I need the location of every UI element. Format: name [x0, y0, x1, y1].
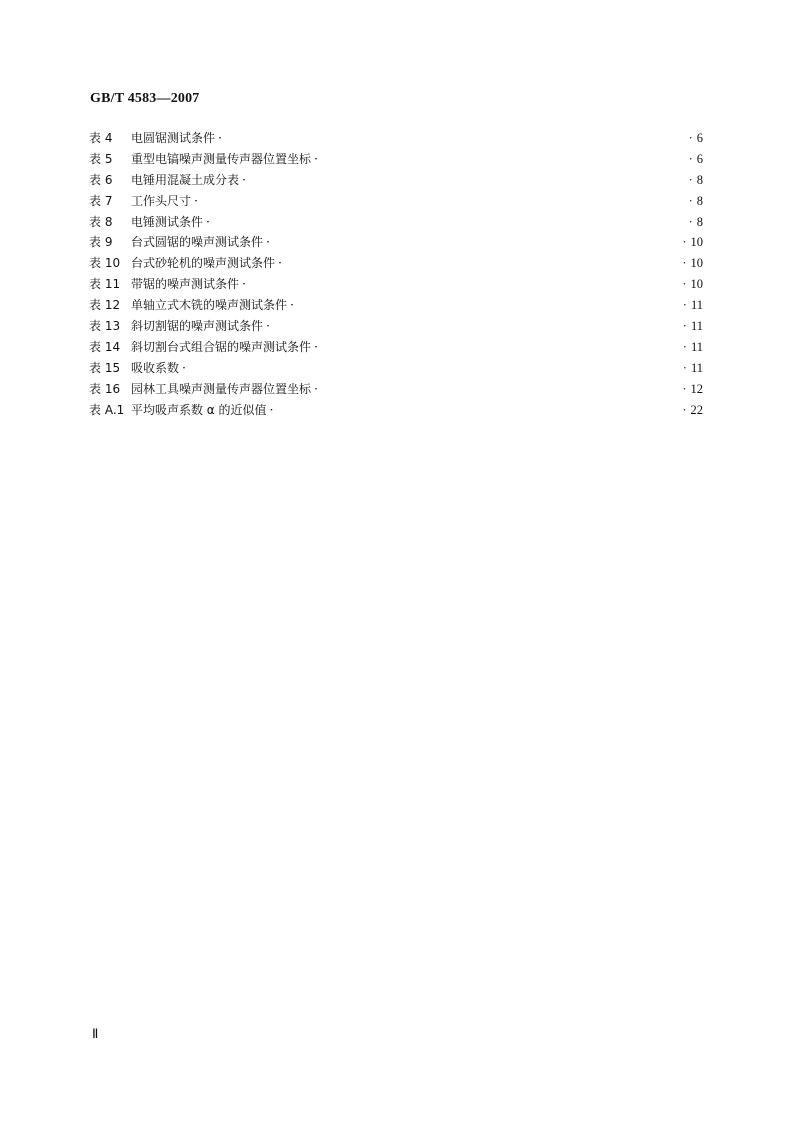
toc-entry[interactable]	[89, 274, 703, 295]
toc-entry-page-wrap	[682, 274, 703, 295]
toc-entry-dot: ·	[314, 380, 318, 396]
toc-entry-label: 表 9	[89, 235, 113, 250]
toc-entry-label: 表 13	[89, 319, 121, 334]
document-code: GB/T 4583—2007	[90, 91, 200, 106]
toc-entry-title: 电锤测试条件	[130, 214, 203, 229]
toc-entry-page: 8	[696, 214, 703, 229]
toc-entry[interactable]	[89, 191, 703, 212]
toc-entry-page-wrap	[683, 337, 703, 358]
toc-entry-dot: ·	[266, 318, 270, 334]
toc-entry-title: 带锯的噪声测试条件	[130, 277, 239, 292]
toc-entry-dot: ·	[242, 276, 246, 292]
toc-entry[interactable]	[89, 337, 703, 358]
toc-entry-leader: ·	[688, 131, 693, 145]
toc-entry-page: 6	[696, 151, 703, 166]
toc-entry-title: 单轴立式木铣的噪声测试条件	[130, 298, 287, 313]
toc-entry-page-wrap	[682, 379, 703, 400]
toc-entry-leader: ·	[688, 193, 693, 208]
toc-entry-dot: ·	[242, 171, 246, 187]
toc-entry-label: 表 4	[89, 131, 113, 145]
toc-entry-page-wrap	[682, 253, 703, 274]
toc-entry-leader: ·	[682, 277, 687, 292]
toc-entry-page-wrap	[682, 232, 703, 253]
toc-entry-leader: ·	[688, 172, 693, 187]
toc-entry-leader: ·	[688, 151, 693, 166]
toc-entry-title: 台式砂轮机的噪声测试条件	[130, 256, 275, 271]
toc-entry-label: 表 11	[89, 277, 121, 292]
toc-entry-title: 园林工具噪声测量传声器位置坐标	[130, 381, 311, 396]
toc-entry-label: 表 6	[89, 172, 113, 187]
toc-entry-title: 台式圆锯的噪声测试条件	[130, 235, 263, 250]
toc-entry-leader: ·	[682, 256, 687, 271]
toc-entry-title: 重型电镐噪声测量传声器位置坐标	[130, 151, 311, 166]
toc-entry-leader: ·	[682, 319, 687, 334]
toc-entry[interactable]	[89, 232, 703, 253]
toc-entry-dot: ·	[206, 213, 210, 229]
toc-entry-label: 表 7	[89, 193, 113, 208]
toc-entry[interactable]	[89, 170, 703, 191]
toc-entry-label: 表 12	[89, 298, 121, 313]
toc-entry-dot: ·	[218, 130, 222, 145]
toc-entry[interactable]	[89, 149, 703, 170]
toc-entry-dot: ·	[314, 338, 318, 354]
toc-entry-dot: ·	[290, 297, 294, 313]
toc-entry-dot: ·	[266, 234, 270, 250]
toc-entry-leader: ·	[682, 235, 687, 250]
toc-entry-dot: ·	[182, 359, 186, 375]
toc-entry-page: 10	[690, 277, 703, 292]
toc-entry[interactable]	[89, 253, 703, 274]
toc-entry[interactable]	[89, 316, 703, 337]
toc-entry[interactable]	[89, 358, 703, 379]
toc-entry[interactable]	[89, 379, 703, 400]
toc-entry-label: 表 16	[89, 381, 121, 396]
table-of-contents	[89, 128, 703, 420]
toc-entry-leader: ·	[682, 402, 687, 417]
toc-entry-page-wrap	[689, 212, 703, 233]
toc-entry-title: 斜切割锯的噪声测试条件	[130, 319, 263, 334]
toc-entry[interactable]	[89, 400, 703, 421]
toc-entry-leader: ·	[682, 381, 687, 396]
toc-entry-label: 表 A.1	[89, 402, 125, 417]
toc-entry-title: 斜切割台式组合锯的噪声测试条件	[130, 339, 311, 354]
toc-entry-page: 12	[690, 381, 703, 396]
toc-entry-page-wrap	[683, 358, 703, 379]
toc-entry-leader: ·	[682, 298, 687, 313]
toc-entry-page: 10	[690, 256, 703, 271]
toc-entry-page-wrap	[683, 295, 703, 316]
toc-entry[interactable]	[89, 128, 703, 149]
toc-entry-dot: ·	[314, 150, 318, 166]
toc-entry[interactable]	[89, 212, 703, 233]
toc-entry-page-wrap	[689, 128, 703, 149]
toc-entry-label: 表 8	[89, 214, 113, 229]
toc-entry-page: 8	[696, 172, 703, 187]
toc-entry-page-wrap	[683, 316, 703, 337]
toc-entry-title: 吸收系数	[130, 360, 179, 375]
toc-entry-page: 10	[690, 235, 703, 250]
toc-entry-title: 电圆锯测试条件	[130, 131, 215, 145]
toc-entry-page: 6	[696, 131, 703, 145]
toc-entry-page: 11	[690, 319, 703, 334]
toc-entry-page-wrap	[689, 191, 703, 212]
toc-entry-label: 表 5	[89, 151, 113, 166]
toc-entry-leader: ·	[688, 214, 693, 229]
toc-entry-label: 表 14	[89, 339, 121, 354]
toc-entry-title: 工作头尺寸	[130, 193, 191, 208]
toc-entry-leader: ·	[682, 339, 687, 354]
toc-entry-page: 22	[690, 402, 703, 417]
toc-entry-page: 11	[690, 339, 703, 354]
toc-entry-leader: ·	[682, 360, 687, 375]
toc-entry-dot: ·	[278, 255, 282, 271]
page-number-roman: Ⅱ	[92, 1026, 99, 1041]
toc-entry-page: 11	[690, 298, 703, 313]
toc-entry[interactable]	[89, 295, 703, 316]
toc-entry-dot: ·	[269, 401, 274, 417]
toc-entry-title: 电锤用混凝土成分表	[130, 172, 239, 187]
toc-entry-page-wrap	[689, 170, 703, 191]
toc-entry-page-wrap	[682, 400, 703, 421]
toc-entry-title: 平均吸声系数 α 的近似值	[130, 402, 267, 417]
toc-entry-dot: ·	[194, 192, 198, 208]
toc-entry-page: 8	[696, 193, 703, 208]
toc-entry-page: 11	[690, 360, 703, 375]
toc-entry-label: 表 15	[89, 360, 121, 375]
toc-entry-label: 表 10	[89, 256, 121, 271]
toc-entry-page-wrap	[689, 149, 703, 170]
